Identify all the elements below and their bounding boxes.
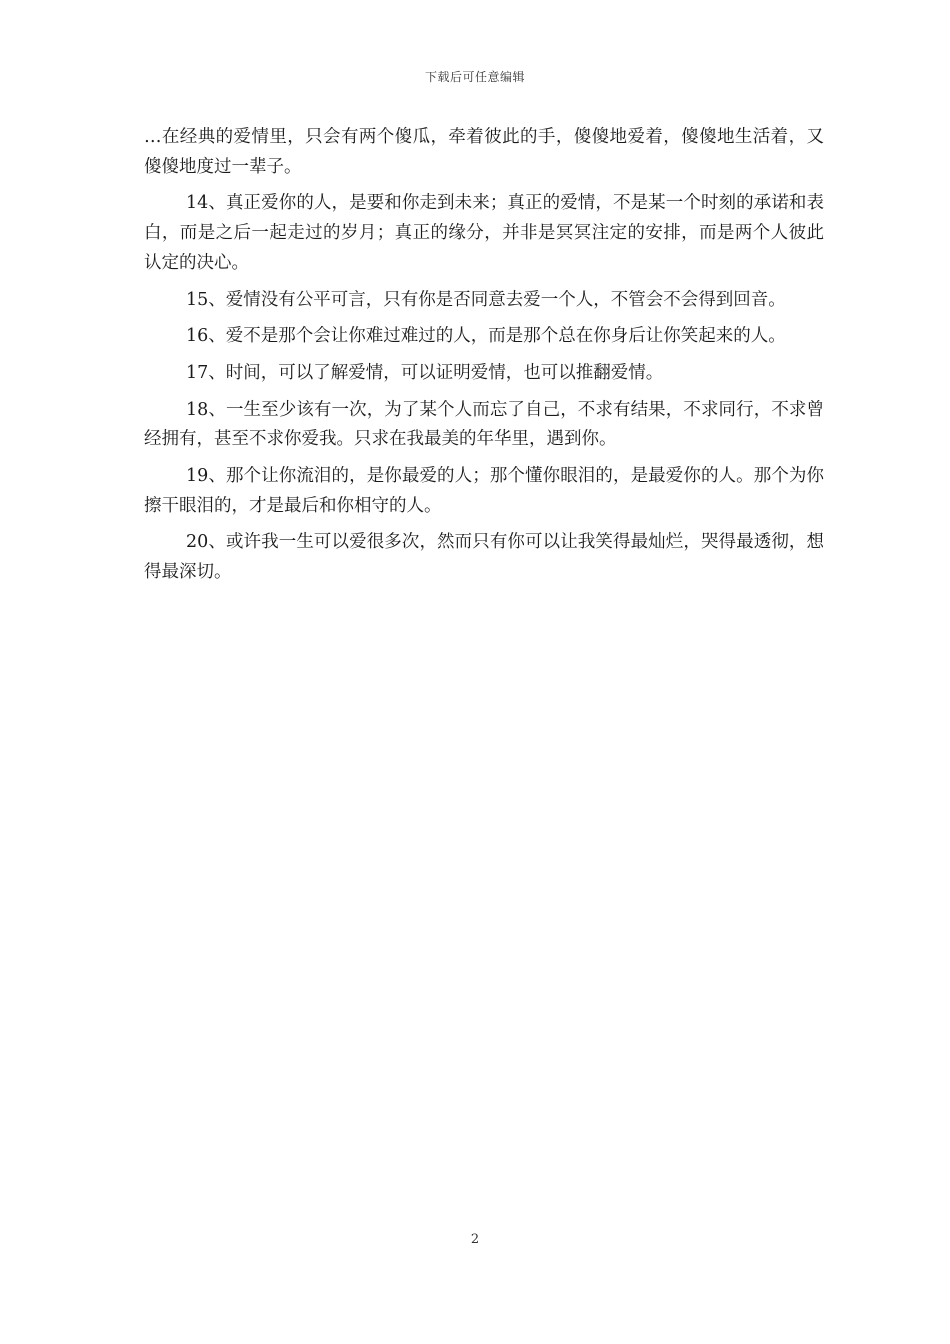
page-header: 下载后可任意编辑 [424,70,525,84]
paragraph-continuation: …在经典的爱情里，只会有两个傻瓜，牵着彼此的手，傻傻地爱着，傻傻地生活着，又傻傻地度过一辈子。 [144,127,824,177]
paragraph-16: 16、爱不是那个会让你难过难过的人，而是那个总在你身后让你笑起来的人。 [186,326,786,347]
paragraph-20: 20、或许我一生可以爱很多次，然而只有你可以让我笑得最灿烂，哭得最透彻，想得最深切。 [144,532,824,583]
paragraph-17: 17、时间，可以了解爱情，可以证明爱情，也可以推翻爱情。 [186,362,664,383]
paragraph-19: 19、那个让你流泪的，是你最爱的人；那个懂你眼泪的，是最爱你的人。那个为你擦干眼泪的，才是最后和你相守的人。 [144,466,824,516]
paragraph-14: 14、真正爱你的人，是要和你走到未来；真正的爱情，不是某一个时刻的承诺和表白，而是之后一起走过的岁月；真正的缘分，并非是冥冥注定的安排，而是两个人彼此认定的决心。 [144,193,824,273]
paragraph-18: 18、一生至少该有一次，为了某个人而忘了自己，不求有结果，不求同行，不求曾经拥有，甚至不求你爱我。只求在我最美的年华里，遇到你。 [144,399,824,450]
paragraph-15: 15、爱情没有公平可言，只有你是否同意去爱一个人，不管会不会得到回音。 [186,289,786,310]
document-body [144,123,824,595]
page-number: 2 [470,1232,480,1247]
